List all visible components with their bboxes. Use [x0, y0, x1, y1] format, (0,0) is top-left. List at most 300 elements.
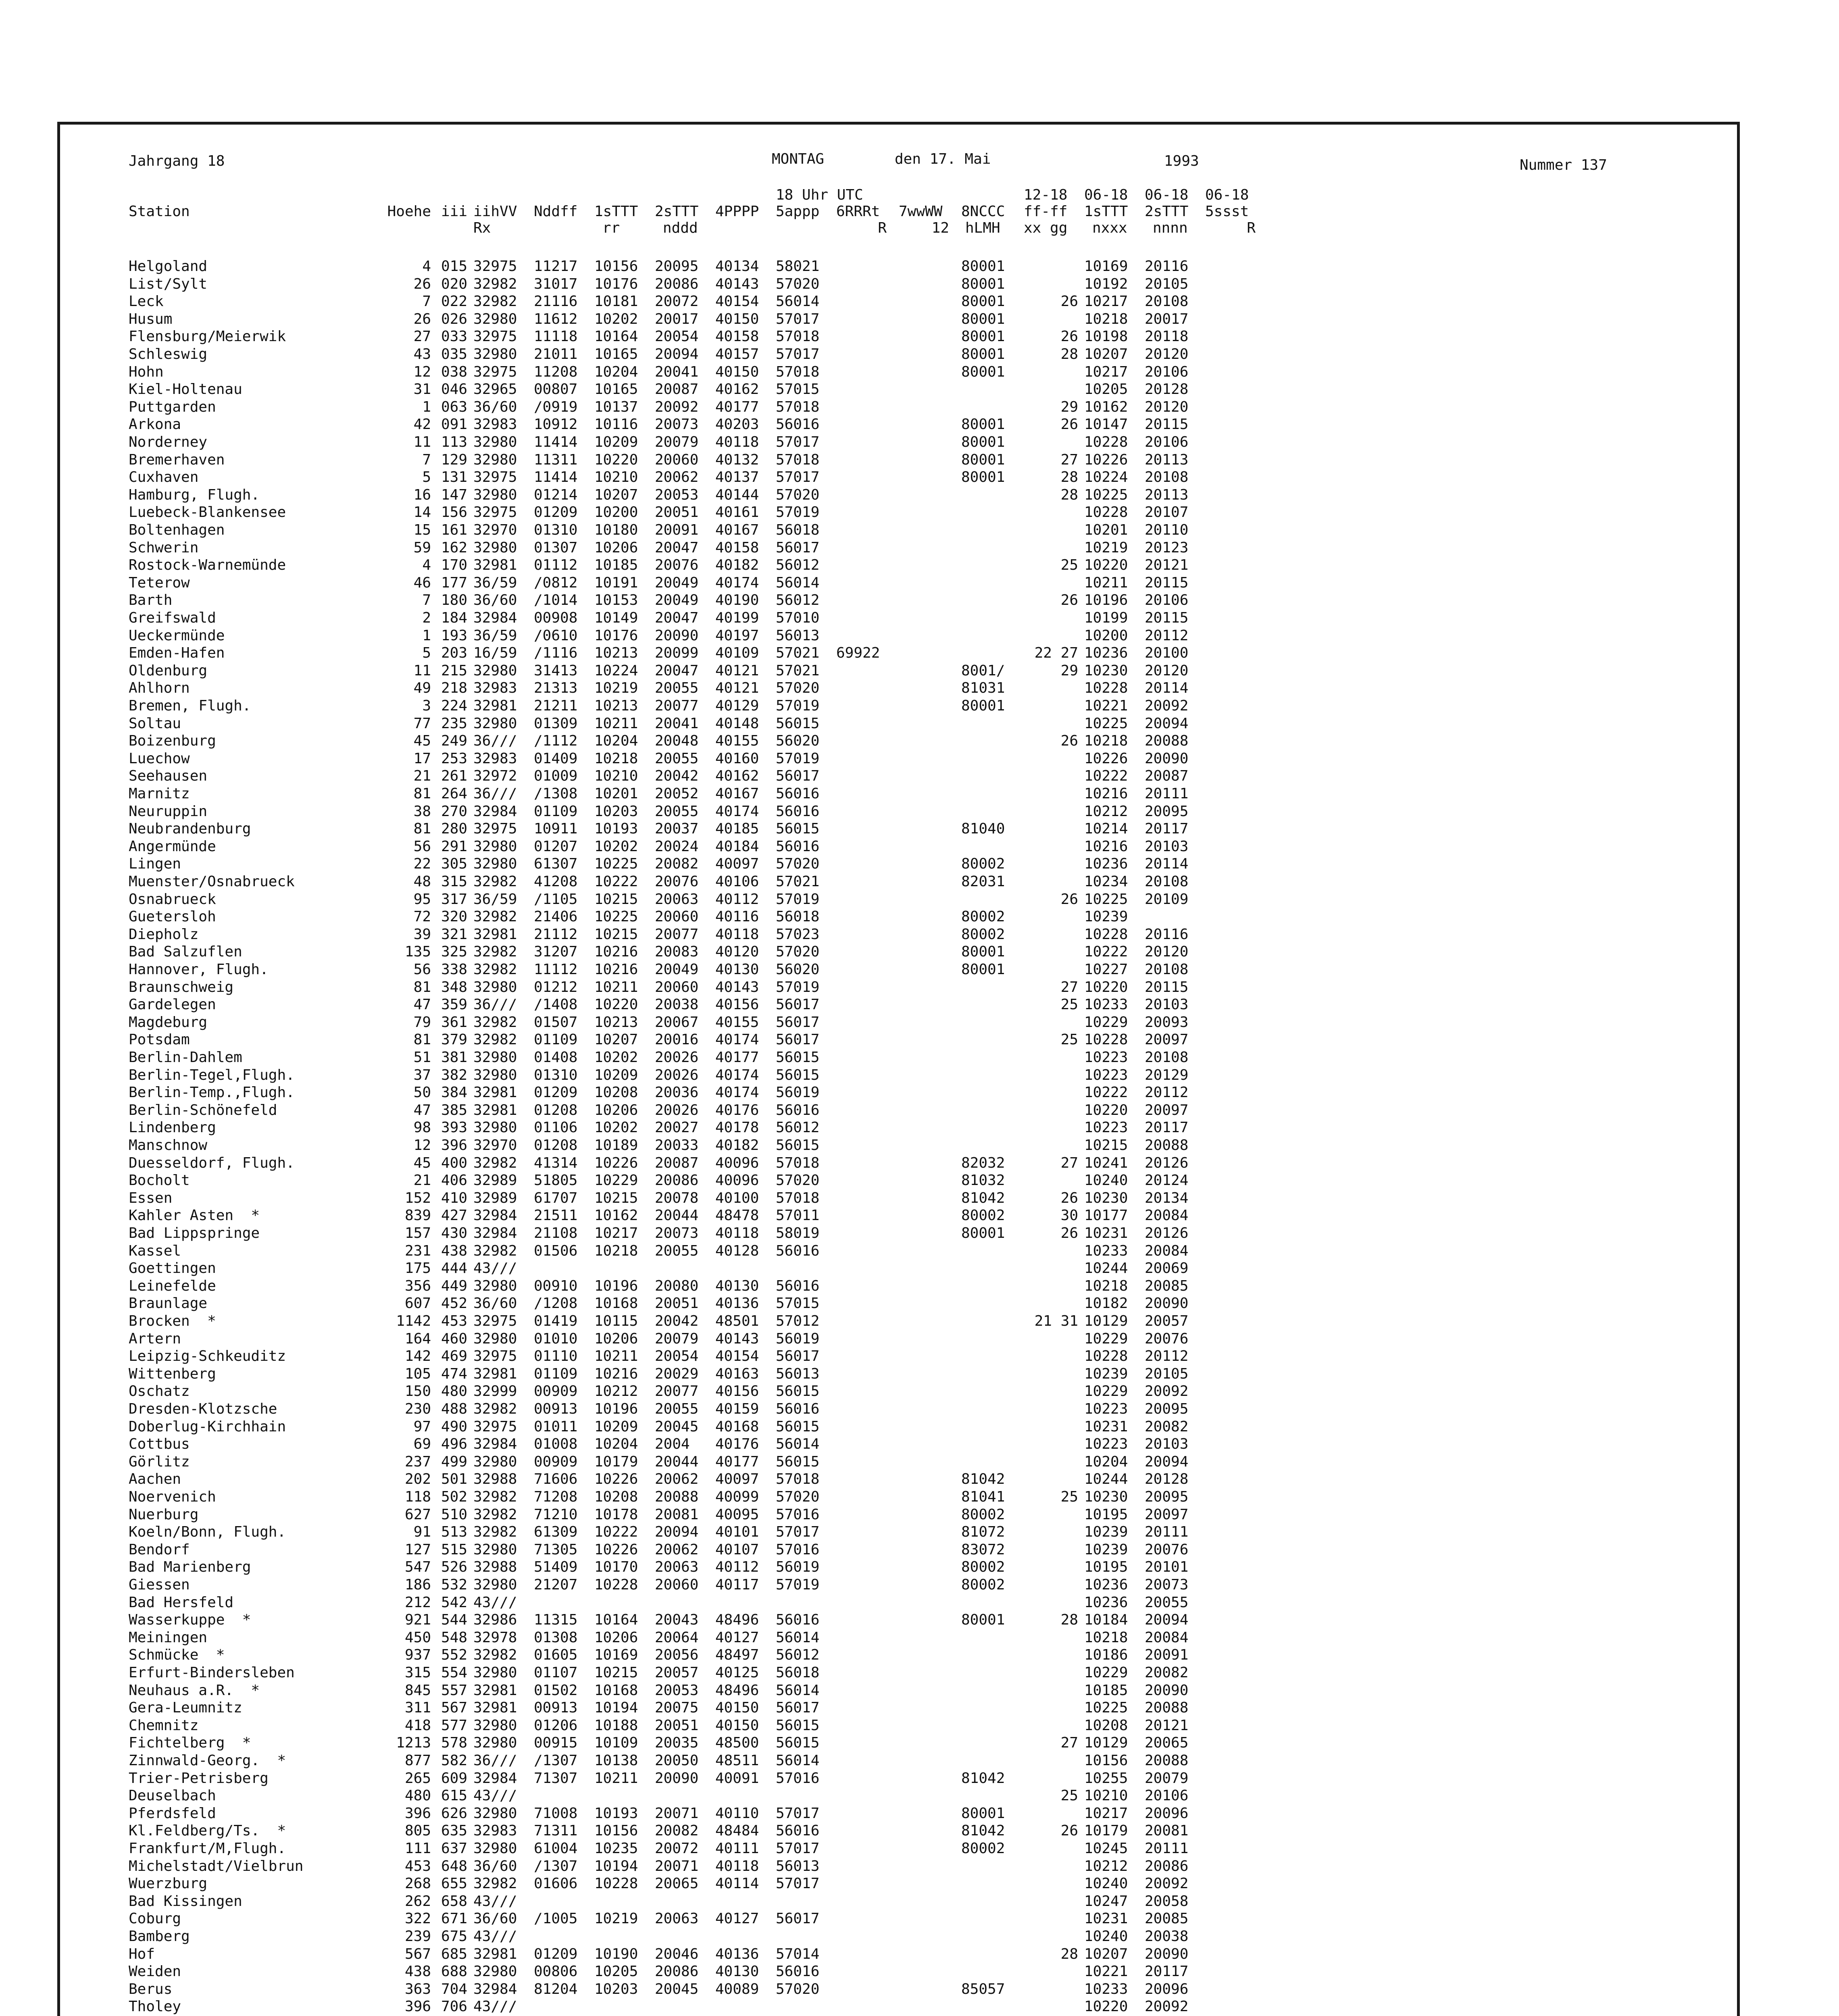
cell-5appp: 56018: [776, 1664, 820, 1681]
cell-2sttt-min: 20057: [1145, 1313, 1189, 1329]
cell-iii: 235: [441, 715, 467, 732]
cell-nddff: 51409: [534, 1559, 578, 1576]
cell-4pppp: 48478: [715, 1207, 759, 1224]
cell-iii: 253: [441, 750, 467, 767]
cell-station-name: Cottbus: [129, 1436, 190, 1453]
cell-2sttt: 20076: [655, 557, 699, 574]
cell-4pppp: 40095: [715, 1506, 759, 1523]
cell-nddff: 11112: [534, 961, 578, 978]
cell-nddff: 01209: [534, 1084, 578, 1101]
cell-iii: 501: [441, 1471, 467, 1488]
col-iihvv: iihVV: [473, 203, 517, 220]
cell-1sttt: 10226: [594, 1471, 638, 1488]
cell-8nccc: 81042: [961, 1822, 1005, 1839]
cell-1sttt-max: 10221: [1084, 1963, 1128, 1980]
cell-1sttt-max: 10223: [1084, 1049, 1128, 1066]
cell-5appp: 57020: [776, 680, 820, 697]
cell-station-name: Trier-Petrisberg: [129, 1770, 269, 1787]
cell-1sttt-max: 10184: [1084, 1612, 1128, 1629]
cell-iii: 020: [441, 275, 467, 292]
cell-hoehe: 46: [413, 574, 431, 591]
col-1sttt-max-sub: nxxx: [1092, 220, 1127, 236]
table-row: [60, 1470, 1737, 1488]
cell-2sttt-min: 20116: [1145, 926, 1189, 943]
cell-iii: 147: [441, 486, 467, 503]
cell-4pppp: 40174: [715, 574, 759, 591]
cell-2sttt: 20044: [655, 1207, 699, 1224]
cell-station-name: Magdeburg: [129, 1014, 208, 1031]
cell-iii: 038: [441, 363, 467, 380]
cell-1sttt-max: 10200: [1084, 627, 1128, 644]
cell-2sttt: 20077: [655, 698, 699, 714]
col-iii: iii: [441, 203, 467, 220]
cell-5appp: 56019: [776, 1330, 820, 1347]
cell-1sttt-max: 10210: [1084, 1787, 1128, 1804]
cell-1sttt: 10220: [594, 451, 638, 468]
cell-hoehe: 39: [413, 926, 431, 943]
cell-1sttt: 10200: [594, 504, 638, 521]
cell-2sttt-min: 20106: [1145, 363, 1189, 380]
cell-8nccc: 82032: [961, 1154, 1005, 1171]
cell-5appp: 57017: [776, 346, 820, 362]
table-row: [60, 556, 1737, 574]
cell-2sttt-min: 20093: [1145, 1014, 1189, 1031]
cell-1sttt: 10202: [594, 1119, 638, 1136]
cell-iihvv: 43///: [473, 1260, 517, 1277]
cell-1sttt: 10181: [594, 293, 638, 310]
cell-2sttt-min: 20116: [1145, 258, 1189, 275]
cell-nddff: 00909: [534, 1453, 578, 1470]
cell-station-name: Schwerin: [129, 539, 199, 556]
cell-nddff: /1307: [534, 1752, 578, 1769]
cell-hoehe: 921: [404, 1612, 431, 1629]
cell-station-name: Potsdam: [129, 1031, 190, 1048]
cell-nddff: 51805: [534, 1172, 578, 1189]
cell-1sttt-max: 10239: [1084, 1541, 1128, 1558]
cell-8nccc: 81031: [961, 680, 1005, 697]
table-row: [60, 1418, 1737, 1436]
cell-hoehe: 356: [404, 1277, 431, 1294]
cell-iii: 063: [441, 398, 467, 415]
table-row: [60, 1242, 1737, 1260]
cell-iihvv: 32975: [473, 504, 517, 521]
cell-2sttt: 20079: [655, 434, 699, 450]
cell-nddff: 00807: [534, 381, 578, 398]
cell-1sttt: 10208: [594, 1489, 638, 1505]
cell-iihvv: 43///: [473, 1928, 517, 1945]
table-row: [60, 293, 1737, 310]
cell-5appp: 57020: [776, 275, 820, 292]
cell-2sttt: 20049: [655, 961, 699, 978]
table-row: [60, 697, 1737, 715]
cell-5appp: 56012: [776, 1119, 820, 1136]
cell-2sttt: 20052: [655, 785, 699, 802]
cell-station-name: Angermünde: [129, 838, 216, 855]
cell-hoehe: 42: [413, 416, 431, 433]
cell-4pppp: 40091: [715, 1770, 759, 1787]
cell-1sttt-max: 10240: [1084, 1172, 1128, 1189]
cell-2sttt: 20071: [655, 1858, 699, 1874]
cell-5appp: 57010: [776, 610, 820, 626]
cell-nddff: 01109: [534, 1031, 578, 1048]
cell-4pppp: 48484: [715, 1822, 759, 1839]
cell-hoehe: 418: [404, 1717, 431, 1734]
cell-iii: 406: [441, 1172, 467, 1189]
cell-2sttt-min: 20084: [1145, 1207, 1189, 1224]
cell-1sttt-max: 10162: [1084, 398, 1128, 415]
cell-iihvv: 32981: [473, 926, 517, 943]
cell-4pppp: 40199: [715, 610, 759, 626]
cell-nddff: 41208: [534, 873, 578, 890]
cell-1sttt: 10206: [594, 539, 638, 556]
cell-2sttt-min: 20088: [1145, 1699, 1189, 1716]
cell-2sttt: 20077: [655, 926, 699, 943]
cell-2sttt-min: 20112: [1145, 1348, 1189, 1365]
cell-4pppp: 40154: [715, 1348, 759, 1365]
cell-hoehe: 237: [404, 1453, 431, 1470]
table-row: [60, 433, 1737, 451]
cell-1sttt-max: 10207: [1084, 346, 1128, 362]
cell-2sttt: 20073: [655, 1225, 699, 1241]
cell-hoehe: 45: [413, 733, 431, 750]
cell-iihvv: 32970: [473, 522, 517, 538]
cell-5appp: 57017: [776, 1875, 820, 1892]
cell-iihvv: 32980: [473, 1049, 517, 1066]
cell-iii: 615: [441, 1787, 467, 1804]
cell-1sttt-max: 10227: [1084, 961, 1128, 978]
cell-hoehe: 5: [422, 645, 431, 662]
cell-1sttt-max: 10215: [1084, 1137, 1128, 1154]
cell-1sttt-max: 10229: [1084, 1014, 1128, 1031]
cell-hoehe: 1142: [396, 1313, 431, 1329]
cell-iihvv: 32965: [473, 381, 517, 398]
cell-hoehe: 91: [413, 1524, 431, 1541]
cell-station-name: Zinnwald-Georg. *: [129, 1752, 286, 1769]
cell-4pppp: 40106: [715, 873, 759, 890]
cell-4pppp: 40136: [715, 1295, 759, 1312]
table-row: [60, 258, 1737, 275]
cell-2sttt-min: 20118: [1145, 328, 1189, 345]
cell-1sttt-max: 10229: [1084, 1664, 1128, 1681]
cell-hoehe: 31: [413, 381, 431, 398]
cell-5appp: 56015: [776, 821, 820, 837]
table-row: [60, 1453, 1737, 1471]
cell-5appp: 57018: [776, 451, 820, 468]
cell-2sttt: 20080: [655, 1277, 699, 1294]
col-2sttt-min: 2sTTT: [1145, 203, 1189, 220]
col-8nccc: 8NCCC: [961, 203, 1005, 220]
table-row: [60, 1084, 1737, 1102]
cell-hoehe: 480: [404, 1787, 431, 1804]
cell-station-name: Wuerzburg: [129, 1875, 208, 1892]
cell-ffff: 25: [1060, 996, 1078, 1013]
cell-iii: 015: [441, 258, 467, 275]
cell-iii: 513: [441, 1524, 467, 1541]
cell-2sttt: 20038: [655, 996, 699, 1013]
cell-2sttt: 20016: [655, 1031, 699, 1048]
cell-hoehe: 59: [413, 539, 431, 556]
cell-iii: 184: [441, 610, 467, 626]
cell-iii: 385: [441, 1102, 467, 1118]
cell-ffff: 21 31: [1034, 1313, 1078, 1329]
cell-hoehe: 50: [413, 1084, 431, 1101]
cell-hoehe: 202: [404, 1471, 431, 1488]
cell-4pppp: 40184: [715, 838, 759, 855]
cell-1sttt-max: 10199: [1084, 610, 1128, 626]
cell-1sttt: 10193: [594, 821, 638, 837]
cell-1sttt-max: 10233: [1084, 996, 1128, 1013]
cell-hoehe: 7: [422, 592, 431, 609]
cell-iihvv: 32989: [473, 1189, 517, 1206]
cell-5appp: 56015: [776, 1717, 820, 1734]
cell-2sttt: 20024: [655, 838, 699, 855]
cell-station-name: Bremen, Flugh.: [129, 698, 251, 714]
cell-nddff: 00806: [534, 1963, 578, 1980]
cell-2sttt: 20017: [655, 310, 699, 327]
cell-2sttt: 20092: [655, 398, 699, 415]
cell-nddff: 00913: [534, 1401, 578, 1417]
cell-hoehe: 72: [413, 908, 431, 925]
cell-hoehe: 37: [413, 1066, 431, 1083]
cell-iii: 033: [441, 328, 467, 345]
cell-2sttt-min: 20087: [1145, 768, 1189, 785]
cell-8nccc: 80001: [961, 293, 1005, 310]
cell-2sttt: 20044: [655, 1453, 699, 1470]
cell-1sttt-max: 10239: [1084, 1365, 1128, 1382]
table-row: [60, 803, 1737, 821]
table-row: [60, 979, 1737, 996]
cell-1sttt: 10213: [594, 1014, 638, 1031]
table-row: [60, 1330, 1737, 1348]
cell-2sttt: 20086: [655, 1172, 699, 1189]
cell-2sttt: 20043: [655, 1612, 699, 1629]
cell-iii: 502: [441, 1489, 467, 1505]
cell-iii: 280: [441, 821, 467, 837]
cell-iii: 291: [441, 838, 467, 855]
cell-1sttt: 10210: [594, 768, 638, 785]
cell-1sttt-max: 10230: [1084, 1489, 1128, 1505]
cell-4pppp: 40159: [715, 1401, 759, 1417]
cell-4pppp: 40111: [715, 1840, 759, 1857]
weekday-label: MONTAG: [772, 151, 825, 167]
cell-ffff: 26: [1060, 293, 1078, 310]
cell-5appp: 57017: [776, 1805, 820, 1822]
cell-station-name: Wittenberg: [129, 1365, 216, 1382]
cell-hoehe: 12: [413, 1137, 431, 1154]
cell-1sttt-max: 10220: [1084, 1998, 1128, 2015]
cell-2sttt: 20054: [655, 328, 699, 345]
cell-4pppp: 40162: [715, 381, 759, 398]
cell-2sttt-min: 20076: [1145, 1330, 1189, 1347]
cell-iii: 544: [441, 1612, 467, 1629]
cell-iihvv: 32981: [473, 557, 517, 574]
cell-hoehe: 81: [413, 979, 431, 996]
table-row: [60, 1383, 1737, 1400]
cell-2sttt-min: 20017: [1145, 310, 1189, 327]
cell-iihvv: 32975: [473, 1348, 517, 1365]
cell-2sttt: 20060: [655, 979, 699, 996]
cell-2sttt: 20090: [655, 627, 699, 644]
cell-2sttt-min: 20111: [1145, 1524, 1189, 1541]
cell-5appp: 56014: [776, 293, 820, 310]
cell-hoehe: 315: [404, 1664, 431, 1681]
cell-4pppp: 40174: [715, 803, 759, 820]
cell-4pppp: 40112: [715, 891, 759, 908]
table-row: [60, 644, 1737, 662]
table-row: [60, 275, 1737, 293]
table-row: [60, 1858, 1737, 1875]
cell-station-name: Flensburg/Meierwik: [129, 328, 286, 345]
table-row: [60, 1312, 1737, 1330]
cell-nddff: 01008: [534, 1436, 578, 1453]
cell-nddff: 71307: [534, 1770, 578, 1787]
cell-iii: 706: [441, 1998, 467, 2015]
cell-iihvv: 36/59: [473, 574, 517, 591]
cell-4pppp: 40110: [715, 1805, 759, 1822]
cell-hoehe: 142: [404, 1348, 431, 1365]
cell-iihvv: 32982: [473, 1647, 517, 1664]
cell-5appp: 56016: [776, 838, 820, 855]
cell-hoehe: 135: [404, 943, 431, 960]
cell-iihvv: 32984: [473, 610, 517, 626]
cell-1sttt: 10204: [594, 363, 638, 380]
cell-1sttt: 10209: [594, 1066, 638, 1083]
cell-2sttt-min: 20097: [1145, 1506, 1189, 1523]
cell-2sttt-min: 20095: [1145, 803, 1189, 820]
cell-nddff: 61309: [534, 1524, 578, 1541]
cell-5appp: 57018: [776, 1154, 820, 1171]
cell-hoehe: 607: [404, 1295, 431, 1312]
cell-hoehe: 877: [404, 1752, 431, 1769]
cell-2sttt-min: 20120: [1145, 346, 1189, 362]
cell-station-name: Koeln/Bonn, Flugh.: [129, 1524, 286, 1541]
cell-station-name: Hamburg, Flugh.: [129, 486, 260, 503]
cell-1sttt-max: 10228: [1084, 926, 1128, 943]
cell-8nccc: 80001: [961, 346, 1005, 362]
cell-1sttt: 10156: [594, 258, 638, 275]
cell-2sttt-min: 20055: [1145, 1594, 1189, 1611]
cell-ffff: 26: [1060, 733, 1078, 750]
cell-2sttt: 20042: [655, 1313, 699, 1329]
cell-iii: 215: [441, 662, 467, 679]
cell-1sttt: 10164: [594, 328, 638, 345]
table-row: [60, 1102, 1737, 1119]
cell-iihvv: 36/59: [473, 891, 517, 908]
cell-1sttt: 10168: [594, 1295, 638, 1312]
cell-2sttt-min: 20108: [1145, 293, 1189, 310]
cell-1sttt: 10209: [594, 1418, 638, 1435]
cell-1sttt: 10180: [594, 522, 638, 538]
cell-5appp: 56015: [776, 1066, 820, 1083]
cell-iii: 315: [441, 873, 467, 890]
cell-4pppp: 40177: [715, 398, 759, 415]
cell-2sttt: 20087: [655, 1154, 699, 1171]
cell-nddff: /0610: [534, 627, 578, 644]
cell-4pppp: 40203: [715, 416, 759, 433]
cell-hoehe: 97: [413, 1418, 431, 1435]
cell-2sttt: 20055: [655, 750, 699, 767]
cell-hoehe: 4: [422, 258, 431, 275]
cell-8nccc: 80001: [961, 1612, 1005, 1629]
cell-2sttt-min: 20126: [1145, 1225, 1189, 1241]
cell-1sttt-max: 10222: [1084, 1084, 1128, 1101]
cell-5appp: 56012: [776, 1647, 820, 1664]
cell-station-name: Kahler Asten *: [129, 1207, 260, 1224]
cell-iii: 249: [441, 733, 467, 750]
table-row: [60, 1734, 1737, 1752]
cell-5appp: 56016: [776, 1277, 820, 1294]
cell-hoehe: 7: [422, 293, 431, 310]
cell-2sttt: 20087: [655, 381, 699, 398]
cell-1sttt-max: 10240: [1084, 1875, 1128, 1892]
cell-1sttt: 10225: [594, 856, 638, 873]
cell-station-name: Artern: [129, 1330, 181, 1347]
cell-5appp: 57018: [776, 328, 820, 345]
cell-2sttt: 20081: [655, 1506, 699, 1523]
table-row: [60, 591, 1737, 609]
cell-5appp: 57016: [776, 1541, 820, 1558]
cell-hoehe: 47: [413, 996, 431, 1013]
cell-2sttt-min: 20120: [1145, 398, 1189, 415]
cell-station-name: Oschatz: [129, 1383, 190, 1400]
cell-nddff: 01112: [534, 557, 578, 574]
cell-nddff: 41314: [534, 1154, 578, 1171]
table-row: [60, 1787, 1737, 1805]
col-nddff: Nddff: [534, 203, 578, 220]
cell-station-name: Gardelegen: [129, 996, 216, 1013]
cell-4pppp: 40150: [715, 1699, 759, 1716]
table-row: [60, 486, 1737, 504]
cell-1sttt: 10164: [594, 1612, 638, 1629]
cell-2sttt-min: 20100: [1145, 645, 1189, 662]
cell-5appp: 56017: [776, 1348, 820, 1365]
cell-iii: 325: [441, 943, 467, 960]
cell-4pppp: 40118: [715, 434, 759, 450]
cell-5appp: 56019: [776, 1559, 820, 1576]
cell-station-name: Kiel-Holtenau: [129, 381, 242, 398]
cell-2sttt: 20077: [655, 1383, 699, 1400]
cell-ffff: 29: [1060, 398, 1078, 415]
cell-station-name: Schleswig: [129, 346, 208, 362]
cell-1sttt: 10222: [594, 1524, 638, 1541]
cell-5appp: 56016: [776, 1822, 820, 1839]
table-row: [60, 627, 1737, 645]
cell-5appp: 56017: [776, 768, 820, 785]
cell-2sttt: 20076: [655, 873, 699, 890]
cell-hoehe: 51: [413, 1049, 431, 1066]
cell-4pppp: 40100: [715, 1189, 759, 1206]
cell-1sttt: 10178: [594, 1506, 638, 1523]
cell-station-name: Soltau: [129, 715, 181, 732]
cell-2sttt-min: 20096: [1145, 1981, 1189, 1997]
col-2sttt-min-sub: nnnn: [1153, 220, 1188, 236]
cell-2sttt-min: 20115: [1145, 610, 1189, 626]
cell-nddff: 01106: [534, 1119, 578, 1136]
cell-4pppp: 40097: [715, 856, 759, 873]
cell-iii: 338: [441, 961, 467, 978]
cell-2sttt-min: 20058: [1145, 1893, 1189, 1910]
cell-hoehe: 268: [404, 1875, 431, 1892]
cell-station-name: Pferdsfeld: [129, 1805, 216, 1822]
col-1sttt-max-period: 06-18: [1084, 187, 1128, 203]
cell-iii: 218: [441, 680, 467, 697]
cell-iihvv: 32982: [473, 873, 517, 890]
cell-5appp: 56015: [776, 1049, 820, 1066]
cell-1sttt: 10156: [594, 1822, 638, 1839]
cell-iii: 400: [441, 1154, 467, 1171]
col-4pppp: 4PPPP: [715, 203, 759, 220]
cell-hoehe: 5: [422, 469, 431, 486]
